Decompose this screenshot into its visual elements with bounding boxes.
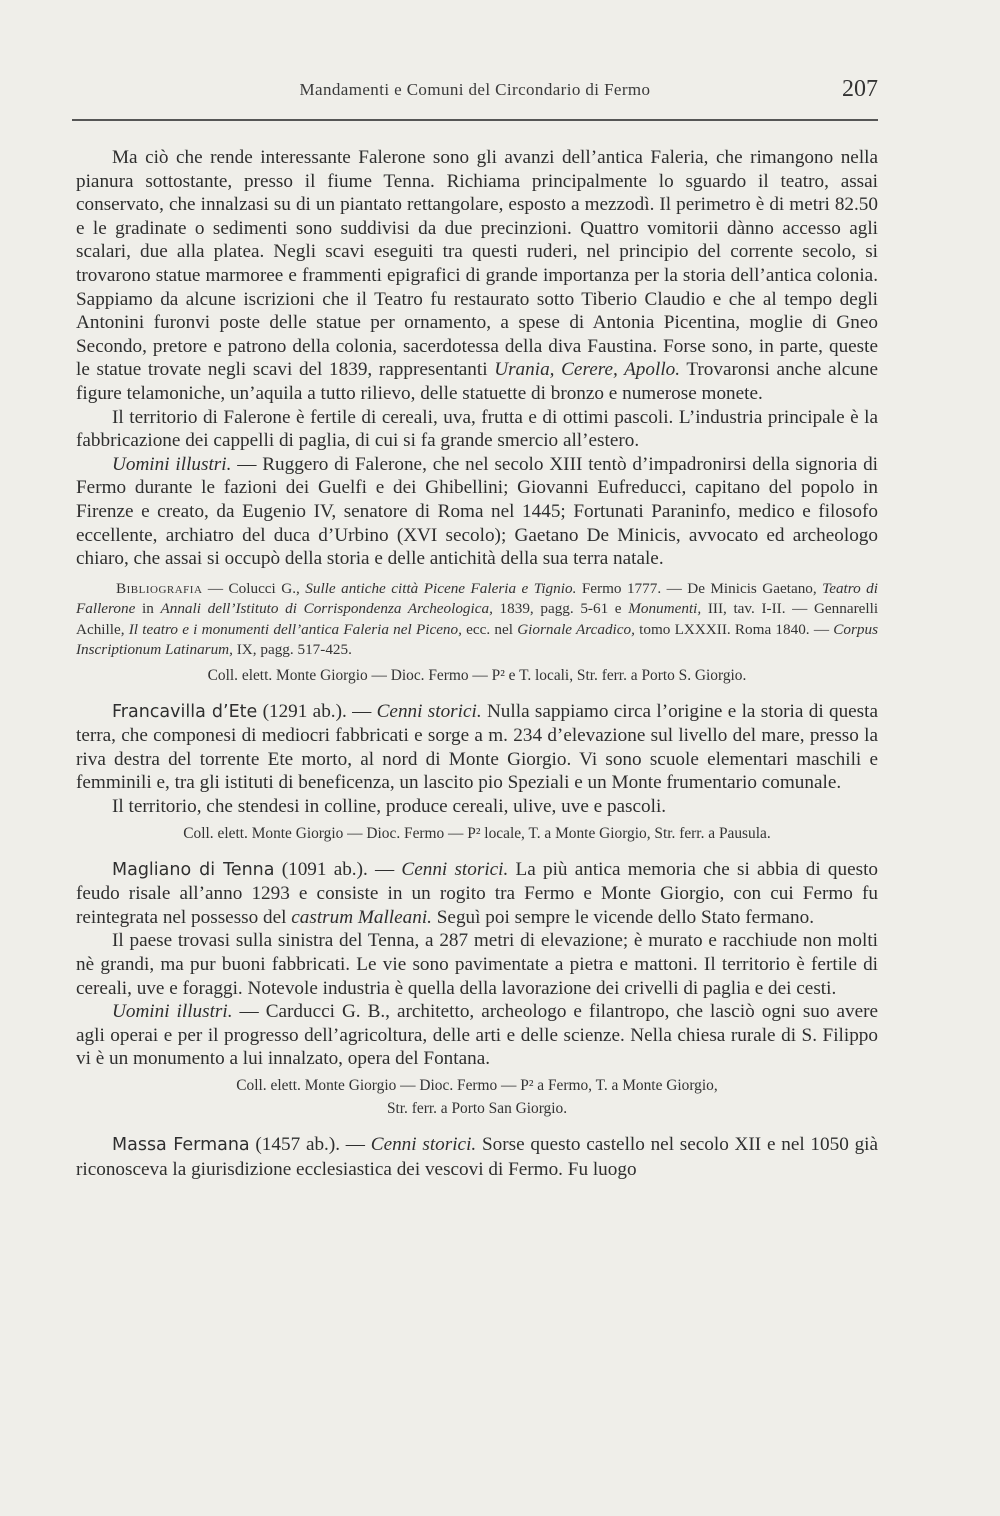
header-rule bbox=[72, 119, 878, 121]
entry-name: Magliano di Tenna bbox=[112, 859, 275, 880]
collegio-francavilla: Coll. elett. Monte Giorgio — Dioc. Fermo — P² locale, T. a Monte Giorgio, Str. ferr. a Pausula. bbox=[183, 824, 771, 842]
entry-massa-fermana: Massa Fermana (1457 ab.). — Cenni storici. Sorse questo castello nel secolo XII e nel 1050 già riconosceva la giurisdizione ecclesiastica dei vescovi di Fermo. Fu luogo bbox=[76, 1134, 879, 1180]
paragraph-magliano-town: Il paese trovasi sulla sinistra del Tenna, a 287 metri di elevazione; è murato e racchiude non molti nè grandi, ma pur buoni fabbricati. Le vie sono pavimentate a pietra e mattoni. Il territorio è fertile di cereali, uve e foraggi. Notevole industria è quella della lavorazione dei crivelli di paglia e dei cesti. bbox=[76, 930, 878, 999]
paragraph-falerone-notables: Uomini illustri. — Ruggero di Falerone, che nel secolo XIII tentò d’impadronirsi della signoria di Fermo durante le fazioni dei Guelfi e dei Ghibellini; Giovanni Eufreducci, capitano del popolo in Firenze e creato, da Eugenio IV, senatore di Roma nel 1445; Fortunati Paraninfo, medico e filosofo eccellente, archiatro del duca d’Urbino (XVI secolo); Gaetano De Minicis, avvocato ed archeologo chiaro, che assai si occupò della storia e delle antichità della sua terra natale. bbox=[76, 453, 878, 570]
paragraph-francavilla-territory: Il territorio, che stendesi in colline, produce cereali, ulive, uve e pascoli. bbox=[112, 796, 667, 818]
entry-magliano: Magliano di Tenna (1091 ab.). — Cenni storici. La più antica memoria che si abbia di questo feudo risale all’anno 1293 e consiste in un rogito tra Fermo e Monte Giorgio, con cui Fermo fu reintegrata nel possesso del castrum Malleani. Seguì poi sempre le vicende dello Stato fermano. bbox=[76, 858, 879, 928]
page-body bbox=[76, 146, 878, 1181]
bibliography-label: Bibliografia bbox=[116, 579, 203, 597]
entry-name: Massa Fermana bbox=[112, 1135, 250, 1155]
section-label: Uomini illustri. bbox=[112, 453, 232, 475]
section-label: Uomini illustri. bbox=[112, 1001, 233, 1023]
page-header bbox=[72, 76, 878, 110]
bibliography: Bibliografia — Colucci G., Sulle antiche città Picene Faleria e Tignio. Fermo 1777. — De Minicis Gaetano, Teatro di Fallerone in Annali dell’Istituto di Corrispondenza Archeologica, 1839, pagg. 5-61 e Monumenti, III, tav. I-II. — Gennarelli Achille, Il teatro e i monumenti dell’antica Faleria nel Piceno, ecc. nel Giornale Arcadico, tomo LXXXII. Roma 1840. — Corpus Inscriptionum Latinarum, IX, pagg. 517-425. bbox=[76, 579, 879, 659]
entry-name: Francavilla d’Ete bbox=[112, 701, 258, 722]
entry-francavilla: Francavilla d’Ete (1291 ab.). — Cenni storici. Nulla sappiamo circa l’origine e la storia di questa terra, che componesi di mediocri fabbricati e sorge a m. 234 d’elevazione sul livello del mare, presso la riva destra del torrente Ete morto, al nord di Monte Giorgio. Vi sono scuole elementari maschili e femminili e, tra gli istituti di beneficenza, un lascito pio Speziali e un Monte frumentario comunale. bbox=[76, 700, 879, 794]
paragraph-magliano-notables: Uomini illustri. — Carducci G. B., architetto, archeologo e filantropo, che lasciò ogni suo avere agli operai e per il progresso dell’agricoltura, delle arti e delle scienze. Nella chiesa rurale di S. Filippo vi è un monumento a lui innalzato, opera del Fontana. bbox=[76, 1001, 878, 1070]
running-title: Mandamenti e Comuni del Circondario di Fermo bbox=[299, 80, 651, 99]
collegio-falerone: Coll. elett. Monte Giorgio — Dioc. Fermo — P² e T. locali, Str. ferr. a Porto S. Giorgio. bbox=[207, 666, 747, 684]
collegio-magliano-line1: Coll. elett. Monte Giorgio — Dioc. Fermo — P² a Fermo, T. a Monte Giorgio, bbox=[236, 1077, 718, 1094]
collegio-magliano-line2: Str. ferr. a Porto San Giorgio. bbox=[386, 1100, 568, 1117]
paragraph-falerone-territory: Il territorio di Falerone è fertile di cereali, uva, frutta e di ottimi pascoli. L’industria principale è la fabbricazione dei cappelli di paglia, di cui si fa grande smercio all’estero. bbox=[76, 406, 878, 452]
statue-names: Urania, Cerere, Apollo. bbox=[494, 359, 681, 381]
page-number: 207 bbox=[842, 76, 878, 102]
paragraph-falerone-ruins: Ma ciò che rende interessante Falerone sono gli avanzi dell’antica Faleria, che rimangono nella pianura sottostante, presso il fiume Tenna. Richiama principalmente lo sguardo il teatro, assai conservato, che innalzasi su di un piantato rettangolare, esposto a mezzodì. Il perimetro è di metri 82.50 e le gradinate o sedimenti sono suddivisi da due precinzioni. Quattro vomitorii dànno accesso agli scalari, due alla platea. Negli scavi eseguiti tra questi ruderi, nel principio del corrente secolo, si trovarono statue marmoree e frammenti epigrafici di grande importanza per la storia dell’antica colonia. Sappiamo da alcune iscrizioni che il Teatro fu restaurato sotto Tiberio Claudio e che al tempo degli Antonini furonvi poste delle statue per ornamento, a spese di Antonia Picentina, moglie di Gneo Secondo, pretore e patrono della colonia, sacerdotessa della diva Faustina. Forse sono, in parte, queste le statue trovate negli scavi del 1839, rappresentanti Urania, Cerere, Apollo. Trovaronsi anche alcune figure telamoniche, un’aquila a tutto rilievo, delle statuette di bronzo e numerose monete. bbox=[76, 147, 879, 404]
